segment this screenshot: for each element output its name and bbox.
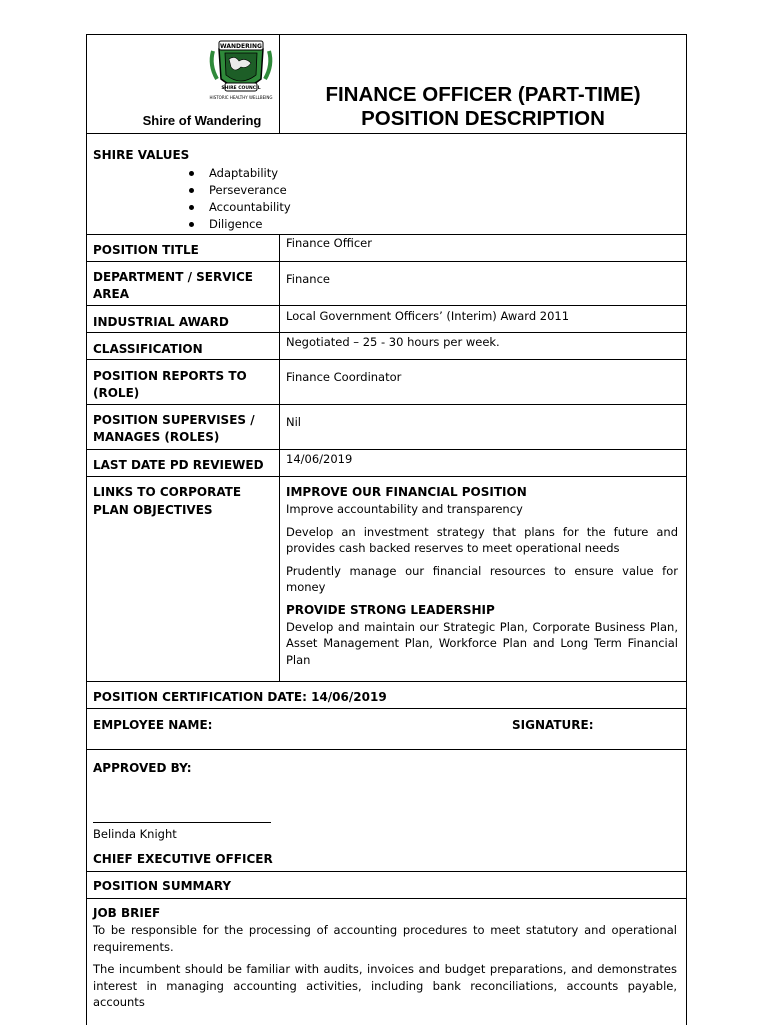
- title-line-1: FINANCE OFFICER (PART-TIME): [325, 83, 641, 106]
- certification-date: POSITION CERTIFICATION DATE: 14/06/2019: [93, 690, 387, 704]
- corporate-plan-label-2: PLAN OBJECTIVES: [93, 503, 213, 517]
- classification-label: CLASSIFICATION: [93, 342, 203, 356]
- shire-name: Shire of Wandering: [142, 113, 262, 128]
- industrial-award-value: Local Government Officers’ (Interim) Award 2011: [286, 309, 570, 323]
- svg-text:WANDERING: WANDERING: [220, 43, 262, 50]
- svg-text:SHIRE COUNCIL: SHIRE COUNCIL: [221, 86, 261, 91]
- position-title-value: Finance Officer: [286, 236, 372, 250]
- industrial-award-label: INDUSTRIAL AWARD: [93, 315, 229, 329]
- table-divider: [279, 234, 280, 681]
- value-item: Adaptability: [189, 165, 291, 182]
- job-brief-section: [93, 905, 677, 1011]
- position-summary-heading: POSITION SUMMARY: [93, 879, 232, 893]
- objective-item: Prudently manage our financial resources to ensure value for money: [286, 563, 678, 594]
- shire-values-list: [189, 165, 291, 233]
- title-line-2: POSITION DESCRIPTION: [361, 107, 605, 130]
- department-label-1: DEPARTMENT / SERVICE: [93, 270, 253, 284]
- department-label-2: AREA: [93, 287, 130, 301]
- job-brief-paragraph: To be responsible for the processing of accounting procedures to meet statutory and operational requirements.: [93, 923, 677, 954]
- objective-item: Develop an investment strategy that plans for the future and provides cash backed reserves to meet operational needs: [286, 524, 678, 555]
- job-brief-heading: JOB BRIEF: [93, 906, 161, 920]
- approver-role: CHIEF EXECUTIVE OFFICER: [93, 852, 273, 866]
- document-title: [283, 83, 683, 131]
- approved-by-label: APPROVED BY:: [93, 761, 192, 775]
- department-value: Finance: [286, 272, 330, 286]
- last-reviewed-value: 14/06/2019: [286, 452, 353, 466]
- svg-text:HISTORIC HEALTHY WELLBEING: HISTORIC HEALTHY WELLBEING: [209, 95, 273, 100]
- value-item: Accountability: [189, 199, 291, 216]
- shire-values-heading: SHIRE VALUES: [93, 148, 190, 162]
- objective-heading: IMPROVE OUR FINANCIAL POSITION: [286, 485, 527, 499]
- position-description-form: [86, 34, 687, 1025]
- corporate-plan-objectives: [286, 484, 678, 668]
- position-title-label: POSITION TITLE: [93, 243, 199, 257]
- classification-value: Negotiated – 25 - 30 hours per week.: [286, 335, 500, 349]
- value-item: Diligence: [189, 216, 291, 233]
- last-reviewed-label: LAST DATE PD REVIEWED: [93, 458, 264, 472]
- supervises-label-1: POSITION SUPERVISES /: [93, 413, 255, 427]
- signature-label: SIGNATURE:: [512, 718, 594, 732]
- reports-to-label-1: POSITION REPORTS TO: [93, 369, 247, 383]
- value-item: Perseverance: [189, 182, 291, 199]
- approver-name: Belinda Knight: [93, 827, 177, 841]
- supervises-label-2: MANAGES (ROLES): [93, 430, 220, 444]
- objective-item: Develop and maintain our Strategic Plan, Corporate Business Plan, Asset Management Plan, Workforce Plan and Long Term Financial Plan: [286, 619, 678, 667]
- reports-to-label-2: (ROLE): [93, 386, 140, 400]
- supervises-value: Nil: [286, 415, 301, 429]
- corporate-plan-label-1: LINKS TO CORPORATE: [93, 485, 242, 499]
- reports-to-value: Finance Coordinator: [286, 370, 402, 384]
- shire-crest-logo: [205, 39, 277, 105]
- employee-name-label: EMPLOYEE NAME:: [93, 718, 213, 732]
- objective-heading: PROVIDE STRONG LEADERSHIP: [286, 602, 495, 617]
- objective-item: Improve accountability and transparency: [286, 502, 523, 516]
- approval-signature-line: [93, 822, 271, 823]
- job-brief-paragraph: The incumbent should be familiar with audits, invoices and budget preparations, and demonstrates interest in managing accounting activities, including bank reconciliations, accounts payable, accounts: [93, 962, 677, 1009]
